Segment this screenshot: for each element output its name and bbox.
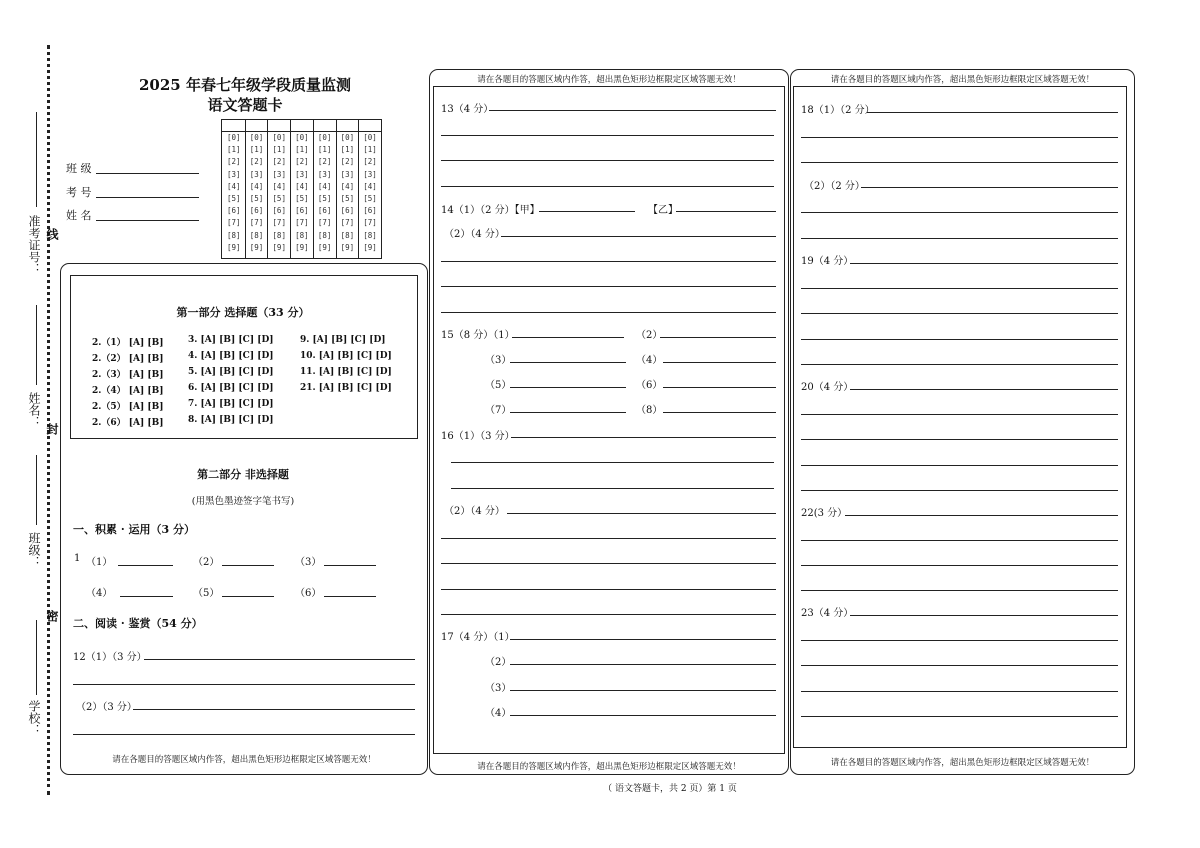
grid-digit-bubble[interactable]: [4]	[272, 181, 286, 191]
grid-digit-bubble[interactable]: [1]	[272, 145, 286, 155]
q13-answer-line-3[interactable]	[441, 160, 774, 161]
choice-question-row[interactable]: 5. [A] [B] [C] [D]	[188, 367, 274, 377]
part2-title: 第二部分 非选择题	[197, 468, 289, 481]
q1-answer-line-5[interactable]	[222, 596, 274, 597]
q19-answer-line-5[interactable]	[801, 364, 1118, 365]
grid-digit-bubble[interactable]: [7]	[227, 218, 241, 228]
grid-digit-bubble[interactable]: [2]	[363, 157, 377, 167]
grid-digit-bubble[interactable]: [9]	[317, 242, 332, 252]
grid-digit-bubble[interactable]: [8]	[295, 230, 309, 240]
margin-name-label: 姓名：	[27, 392, 41, 428]
grid-digit-bubble[interactable]: [3]	[249, 169, 264, 179]
q1-answer-line-1[interactable]	[118, 565, 173, 566]
q13-answer-line-2[interactable]	[441, 135, 774, 136]
grid-digit-bubble[interactable]: [3]	[295, 169, 309, 179]
grid-digit-bubble[interactable]: [9]	[363, 242, 377, 252]
grid-digit-bubble[interactable]: [5]	[340, 194, 355, 203]
q16-2-answer-line-2[interactable]	[441, 538, 776, 539]
grid-digit-bubble[interactable]: [8]	[340, 230, 355, 240]
middle-notice-bottom: 请在各题目的答题区域内作答，超出黑色矩形边框限定区域答题无效！	[477, 762, 741, 772]
q15-answer-line-4[interactable]	[663, 362, 776, 363]
q13-answer-line-1[interactable]	[489, 110, 776, 111]
q1-prefix: 1	[74, 553, 81, 564]
margin-exam-number-line	[36, 112, 37, 207]
q18-2-answer-line-3[interactable]	[801, 238, 1118, 239]
grid-column-divider	[290, 120, 291, 258]
margin-mi-label: 密	[45, 610, 59, 622]
q18-2-answer-line-2[interactable]	[801, 212, 1118, 213]
q12-2-label: （2）（3 分）	[76, 702, 137, 713]
choice-question-row[interactable]: 2.（4） [A] [B]	[92, 386, 164, 396]
binding-dotted-line	[47, 45, 50, 795]
exam-no-label: 考 号	[66, 186, 92, 199]
q1-item-3: （3）	[295, 557, 322, 568]
margin-feng-label: 封	[45, 423, 59, 435]
grid-digit-bubble[interactable]: [7]	[363, 218, 377, 228]
choice-question-row[interactable]: 2.（3） [A] [B]	[92, 370, 164, 380]
q15-answer-line-1[interactable]	[512, 337, 624, 338]
grid-digit-bubble[interactable]: [5]	[249, 194, 264, 203]
grid-digit-bubble[interactable]: [7]	[340, 218, 355, 228]
class-label: 班 级	[66, 162, 92, 175]
grid-digit-bubble[interactable]: [3]	[272, 169, 286, 179]
q18-1-answer-line-1[interactable]	[867, 112, 1118, 113]
grid-digit-bubble[interactable]: [6]	[272, 206, 286, 216]
q16-2-answer-line-1[interactable]	[507, 513, 776, 514]
q1-answer-line-2[interactable]	[222, 565, 274, 566]
grid-digit-bubble[interactable]: [5]	[317, 194, 332, 203]
part1-title: 第一部分 选择题（33 分）	[176, 306, 310, 319]
grid-digit-bubble[interactable]: [0]	[227, 133, 241, 142]
grid-digit-bubble[interactable]: [6]	[363, 206, 377, 216]
q15-item-3: （3）	[485, 355, 512, 366]
q18-1-answer-line-2[interactable]	[801, 137, 1118, 138]
grid-digit-bubble[interactable]: [9]	[340, 242, 355, 252]
q23-answer-line-1[interactable]	[850, 615, 1118, 616]
q12-2-answer-line[interactable]	[133, 709, 415, 710]
q14-1-label: 14（1）（2 分）【甲】	[441, 205, 540, 216]
choice-question-row[interactable]: 2.（1） [A] [B]	[92, 338, 164, 348]
q19-answer-line-1[interactable]	[850, 263, 1118, 264]
q22-answer-line-2[interactable]	[801, 540, 1118, 541]
q23-answer-line-3[interactable]	[801, 665, 1118, 666]
grid-digit-bubble[interactable]: [7]	[272, 218, 286, 228]
margin-school-label: 学校：	[27, 700, 41, 736]
grid-digit-bubble[interactable]: [2]	[249, 157, 264, 167]
q14-yi-label: 【乙】	[648, 205, 678, 216]
q14-2-answer-line-1[interactable]	[501, 236, 776, 237]
grid-digit-bubble[interactable]: [1]	[295, 145, 309, 155]
q20-answer-line-1[interactable]	[850, 389, 1118, 390]
grid-digit-bubble[interactable]: [0]	[249, 133, 264, 142]
choice-question-row[interactable]: 4. [A] [B] [C] [D]	[188, 351, 274, 361]
q23-answer-line-5[interactable]	[801, 716, 1118, 717]
q22-answer-line-1[interactable]	[845, 515, 1118, 516]
left-notice: 请在各题目的答题区域内作答，超出黑色矩形边框限定区域答题无效！	[112, 755, 376, 765]
grid-digit-bubble[interactable]: [4]	[340, 181, 355, 191]
q19-answer-line-4[interactable]	[801, 339, 1118, 340]
margin-school-line	[36, 620, 37, 695]
middle-notice-top: 请在各题目的答题区域内作答，超出黑色矩形边框限定区域答题无效！	[477, 75, 741, 85]
q18-2-label: （2）（2 分）	[804, 181, 865, 192]
q14-2-label: （2）（4 分）	[444, 229, 505, 240]
q16-2-label: （2）（4 分）	[444, 506, 505, 517]
q16-2-answer-line-4[interactable]	[441, 589, 776, 590]
choice-question-row[interactable]: 8. [A] [B] [C] [D]	[188, 415, 274, 425]
grid-digit-bubble[interactable]: [8]	[272, 230, 286, 240]
grid-digit-bubble[interactable]: [2]	[317, 157, 332, 167]
page-subtitle: 语文答题卡	[207, 96, 283, 114]
q15-item-6: （6）	[636, 380, 663, 391]
grid-digit-bubble[interactable]: [8]	[363, 230, 377, 240]
q15-item-2: （2）	[636, 330, 663, 341]
grid-digit-bubble[interactable]: [9]	[227, 242, 241, 252]
q17-item-4: （4）	[485, 708, 512, 719]
grid-digit-bubble[interactable]: [9]	[249, 242, 264, 252]
q16-1-answer-line-2[interactable]	[451, 462, 774, 463]
q14-2-answer-line-3[interactable]	[441, 286, 776, 287]
grid-digit-bubble[interactable]: [3]	[317, 169, 332, 179]
q22-answer-line-4[interactable]	[801, 590, 1118, 591]
grid-digit-bubble[interactable]: [4]	[227, 181, 241, 191]
q23-label: 23（4 分）	[801, 608, 854, 619]
grid-digit-bubble[interactable]: [7]	[317, 218, 332, 228]
grid-digit-bubble[interactable]: [4]	[363, 181, 377, 191]
grid-digit-bubble[interactable]: [3]	[363, 169, 377, 179]
q17-item-3: （3）	[485, 683, 512, 694]
grid-digit-bubble[interactable]: [1]	[340, 145, 355, 155]
q1-item-4: （4）	[86, 588, 113, 599]
section1-title: 一、积累 · 运用（3 分）	[73, 523, 195, 536]
q12-1-answer-line[interactable]	[144, 659, 415, 660]
grid-digit-bubble[interactable]: [9]	[272, 242, 286, 252]
grid-digit-bubble[interactable]: [4]	[249, 181, 264, 191]
margin-xian-label: 线	[45, 228, 59, 240]
q14-2-answer-line-2[interactable]	[441, 261, 776, 262]
choice-question-row[interactable]: 2.（6） [A] [B]	[92, 418, 164, 428]
grid-digit-bubble[interactable]: [0]	[340, 133, 355, 142]
grid-column-divider	[267, 120, 268, 258]
q15-answer-line-5[interactable]	[510, 387, 626, 388]
q20-answer-line-5[interactable]	[801, 490, 1118, 491]
q15-answer-line-8[interactable]	[663, 412, 776, 413]
grid-digit-bubble[interactable]: [7]	[295, 218, 309, 228]
grid-digit-bubble[interactable]: [8]	[227, 230, 241, 240]
grid-digit-bubble[interactable]: [5]	[295, 194, 309, 203]
right-notice-bottom: 请在各题目的答题区域内作答，超出黑色矩形边框限定区域答题无效！	[830, 758, 1095, 768]
q1-item-1: （1）	[86, 557, 113, 568]
q13-label: 13（4 分）	[441, 104, 494, 115]
grid-digit-bubble[interactable]: [4]	[295, 181, 309, 191]
grid-digit-bubble[interactable]: [5]	[227, 194, 241, 203]
grid-digit-bubble[interactable]: [4]	[317, 181, 332, 191]
grid-digit-bubble[interactable]: [6]	[317, 206, 332, 216]
grid-digit-bubble[interactable]: [2]	[227, 157, 241, 167]
class-field[interactable]	[96, 173, 199, 174]
margin-exam-number-label: 准考证号：	[27, 215, 41, 275]
grid-digit-bubble[interactable]: [7]	[249, 218, 264, 228]
q16-1-label: 16（1）（3 分）	[441, 431, 515, 442]
q16-2-answer-line-5[interactable]	[441, 614, 776, 615]
q16-1-answer-line-1[interactable]	[511, 437, 776, 438]
choice-question-row[interactable]: 3. [A] [B] [C] [D]	[188, 335, 274, 345]
grid-digit-bubble[interactable]: [3]	[340, 169, 355, 179]
grid-digit-bubble[interactable]: [6]	[340, 206, 355, 216]
q20-answer-line-2[interactable]	[801, 414, 1118, 415]
q1-answer-line-4[interactable]	[120, 596, 173, 597]
q19-label: 19（4 分）	[801, 256, 854, 267]
grid-digit-bubble[interactable]: [2]	[295, 157, 309, 167]
q18-1-label: 18（1）（2 分）	[801, 105, 875, 116]
grid-digit-bubble[interactable]: [1]	[317, 145, 332, 155]
name-label: 姓 名	[66, 209, 92, 222]
grid-column-divider	[245, 120, 246, 258]
grid-digit-bubble[interactable]: [1]	[249, 145, 264, 155]
choice-question-row[interactable]: 6. [A] [B] [C] [D]	[188, 383, 274, 393]
q17-answer-line-2[interactable]	[510, 664, 776, 665]
q12-2-answer-line-2[interactable]	[73, 734, 415, 735]
q15-answer-line-2[interactable]	[660, 337, 776, 338]
choice-question-row[interactable]: 21. [A] [B] [C] [D]	[300, 383, 392, 393]
exam-number-grid[interactable]	[221, 119, 382, 259]
page-footer: （ 语文答题卡，共 2 页）第 1 页	[603, 784, 737, 794]
q20-answer-line-4[interactable]	[801, 465, 1118, 466]
grid-column-divider	[336, 120, 337, 258]
choice-question-row[interactable]: 2.（2） [A] [B]	[92, 354, 164, 364]
q17-answer-line-1[interactable]	[510, 639, 776, 640]
q15-answer-line-3[interactable]	[510, 362, 626, 363]
section2-title: 二、阅读 · 鉴赏（54 分）	[73, 617, 203, 630]
exam-no-field[interactable]	[96, 197, 199, 198]
grid-digit-bubble[interactable]: [8]	[249, 230, 264, 240]
choice-question-row[interactable]: 10. [A] [B] [C] [D]	[300, 351, 392, 361]
choice-question-row[interactable]: 2.（5） [A] [B]	[92, 402, 164, 412]
q19-answer-line-2[interactable]	[801, 288, 1118, 289]
q22-answer-line-3[interactable]	[801, 565, 1118, 566]
grid-digit-bubble[interactable]: [1]	[227, 145, 241, 155]
q16-2-answer-line-3[interactable]	[441, 563, 776, 564]
q14-yi-answer-line[interactable]	[676, 211, 776, 212]
right-notice-top: 请在各题目的答题区域内作答，超出黑色矩形边框限定区域答题无效！	[830, 75, 1095, 85]
q18-1-answer-line-3[interactable]	[801, 162, 1118, 163]
margin-class-line	[36, 455, 37, 525]
q15-answer-line-7[interactable]	[510, 412, 626, 413]
grid-digit-bubble[interactable]: [9]	[295, 242, 309, 252]
grid-column-divider	[358, 120, 359, 258]
q1-item-5: （5）	[193, 588, 220, 599]
margin-class-label: 班级：	[27, 532, 41, 568]
q15-answer-line-6[interactable]	[663, 387, 776, 388]
q1-answer-line-3[interactable]	[324, 565, 376, 566]
q20-label: 20（4 分）	[801, 382, 854, 393]
grid-header-divider	[222, 131, 381, 132]
q1-item-2: （2）	[193, 557, 220, 568]
q18-2-answer-line-1[interactable]	[861, 187, 1118, 188]
q15-item-4: （4）	[636, 355, 663, 366]
q22-label: 22(3 分）	[801, 508, 848, 519]
q1-answer-line-6[interactable]	[324, 596, 376, 597]
q23-answer-line-2[interactable]	[801, 640, 1118, 641]
q14-jia-answer-line[interactable]	[539, 211, 635, 212]
q12-1-answer-line-2[interactable]	[73, 684, 415, 685]
grid-digit-bubble[interactable]: [0]	[363, 133, 377, 142]
q15-item-7: （7）	[485, 405, 512, 416]
grid-digit-bubble[interactable]: [5]	[272, 194, 286, 203]
q17-answer-line-3[interactable]	[510, 690, 776, 691]
q14-2-answer-line-4[interactable]	[441, 312, 776, 313]
grid-digit-bubble[interactable]: [6]	[249, 206, 264, 216]
grid-digit-bubble[interactable]: [6]	[227, 206, 241, 216]
grid-digit-bubble[interactable]: [0]	[272, 133, 286, 142]
choice-question-row[interactable]: 7. [A] [B] [C] [D]	[188, 399, 274, 409]
q23-answer-line-4[interactable]	[801, 691, 1118, 692]
grid-column-divider	[313, 120, 314, 258]
q17-item-2: （2）	[485, 657, 512, 668]
page-title: 2025 年春七年级学段质量监测	[139, 76, 351, 94]
q1-item-6: （6）	[295, 588, 322, 599]
q12-1-label: 12（1）（3 分）	[73, 652, 147, 663]
q19-answer-line-3[interactable]	[801, 313, 1118, 314]
grid-digit-bubble[interactable]: [1]	[363, 145, 377, 155]
grid-digit-bubble[interactable]: [5]	[363, 194, 377, 203]
grid-digit-bubble[interactable]: [2]	[340, 157, 355, 167]
part2-subtitle: (用黑色墨迹签字笔书写)	[191, 496, 295, 507]
grid-digit-bubble[interactable]: [0]	[317, 133, 332, 142]
name-field[interactable]	[96, 220, 199, 221]
q15-item-8: （8）	[636, 405, 663, 416]
q15-item-5: （5）	[485, 380, 512, 391]
q15-label: 15（8 分）（1）	[441, 330, 515, 341]
grid-digit-bubble[interactable]: [2]	[272, 157, 286, 167]
grid-digit-bubble[interactable]: [8]	[317, 230, 332, 240]
grid-digit-bubble[interactable]: [6]	[295, 206, 309, 216]
q17-label: 17（4 分）（1）	[441, 632, 515, 643]
margin-name-line	[36, 305, 37, 385]
choice-question-row[interactable]: 9. [A] [B] [C] [D]	[300, 335, 386, 345]
q17-answer-line-4[interactable]	[510, 715, 776, 716]
q13-answer-line-4[interactable]	[441, 186, 774, 187]
q16-1-answer-line-3[interactable]	[451, 488, 774, 489]
grid-digit-bubble[interactable]: [3]	[227, 169, 241, 179]
grid-digit-bubble[interactable]: [0]	[295, 133, 309, 142]
q20-answer-line-3[interactable]	[801, 439, 1118, 440]
choice-question-row[interactable]: 11. [A] [B] [C] [D]	[300, 367, 392, 377]
